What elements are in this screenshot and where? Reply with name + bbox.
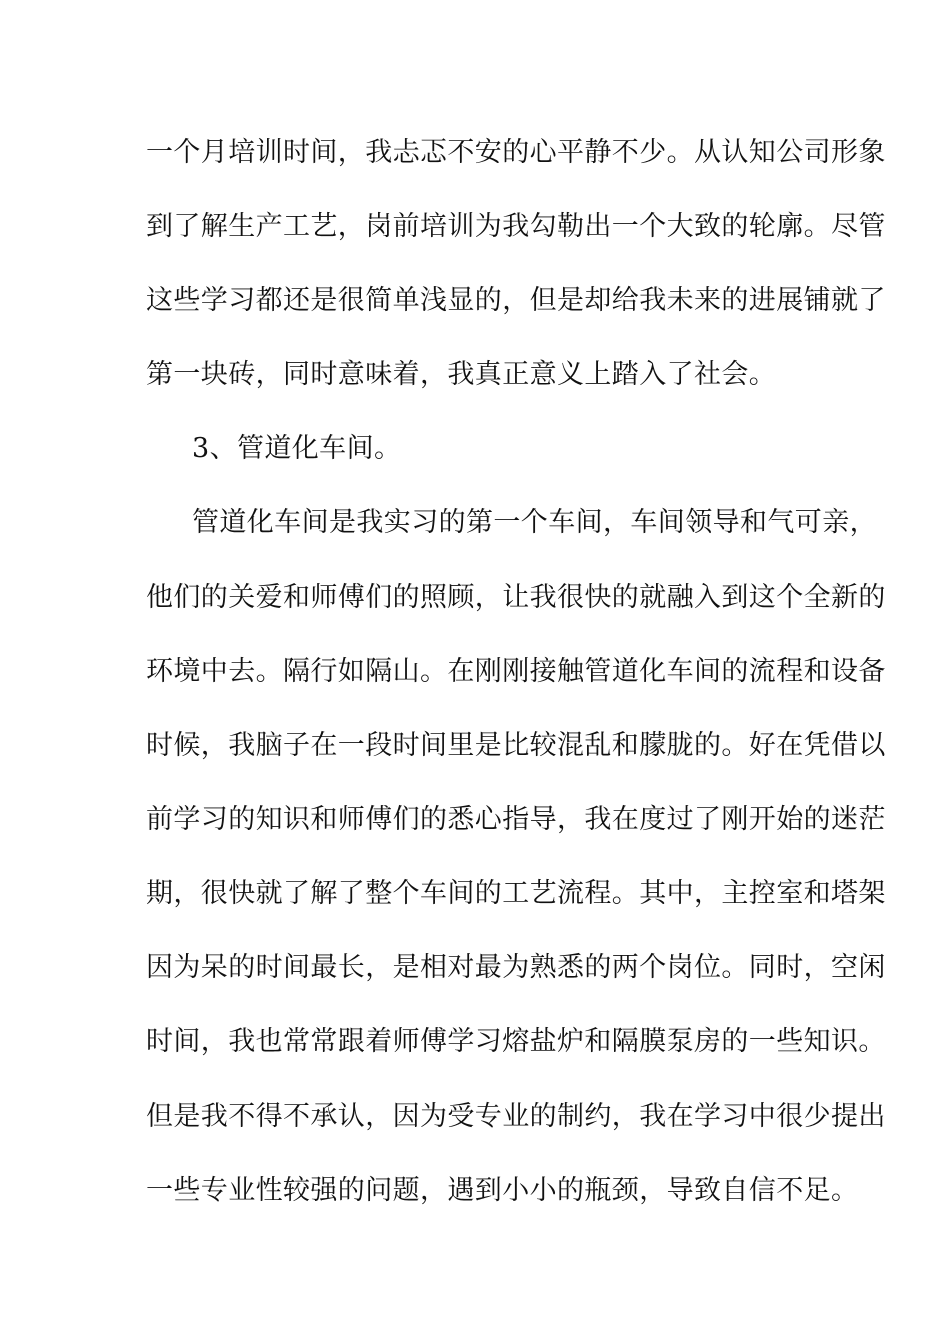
paragraph-2-line-3: 环境中去。隔行如隔山。在刚刚接触管道化车间的流程和设备 [146, 656, 886, 687]
paragraph-1-line-4: 第一块砖，同时意味着，我真正意义上踏入了社会。 [146, 359, 777, 390]
section-heading: 3、管道化车间。 [192, 433, 402, 464]
paragraph-2-line-7: 因为呆的时间最长，是相对最为熟悉的两个岗位。同时，空闲 [146, 952, 886, 983]
paragraph-2-line-10: 一些专业性较强的问题，遇到小小的瓶颈，导致自信不足。 [146, 1175, 859, 1206]
paragraph-2-line-1: 管道化车间是我实习的第一个车间，车间领导和气可亲， [192, 507, 877, 538]
paragraph-1-line-2: 到了解生产工艺，岗前培训为我勾勒出一个大致的轮廓。尽管 [146, 211, 886, 242]
paragraph-2-line-2: 他们的关爱和师傅们的照顾，让我很快的就融入到这个全新的 [146, 582, 886, 613]
paragraph-1-line-3: 这些学习都还是很简单浅显的，但是却给我未来的进展铺就了 [146, 285, 886, 316]
paragraph-1-line-1: 一个月培训时间，我忐忑不安的心平静不少。从认知公司形象 [146, 137, 886, 168]
paragraph-2-line-8: 时间，我也常常跟着师傅学习熔盐炉和隔膜泵房的一些知识。 [146, 1026, 886, 1057]
paragraph-2-line-9: 但是我不得不承认，因为受专业的制约，我在学习中很少提出 [146, 1101, 886, 1132]
paragraph-2-line-4: 时候，我脑子在一段时间里是比较混乱和朦胧的。好在凭借以 [146, 730, 886, 761]
paragraph-2-line-5: 前学习的知识和师傅们的悉心指导，我在度过了刚开始的迷茫 [146, 804, 886, 835]
paragraph-2-line-6: 期，很快就了解了整个车间的工艺流程。其中，主控室和塔架 [146, 878, 886, 909]
